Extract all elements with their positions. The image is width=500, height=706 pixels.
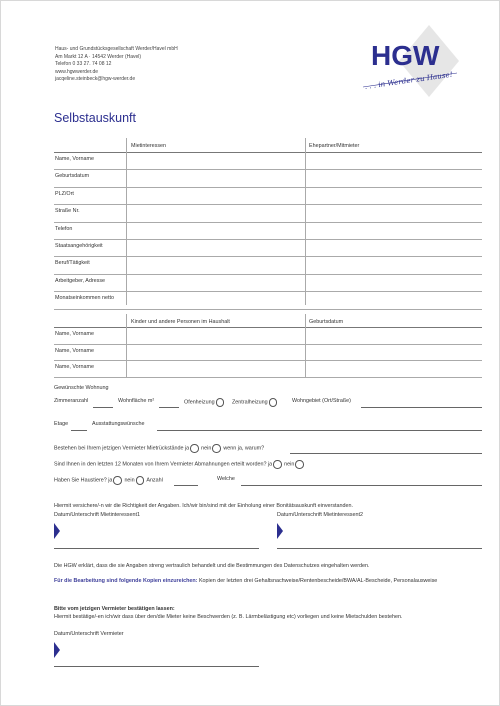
q2-nein-checkbox[interactable]	[295, 460, 304, 469]
row-label: Staatsangehörigkeit	[55, 243, 103, 249]
wuensche-field[interactable]	[157, 430, 482, 431]
ofen-checkbox[interactable]	[216, 398, 225, 407]
address-line: Telefon 0 33 27. 74 08 12	[55, 61, 112, 68]
col-header-mietinteressen: Mietinteressen	[131, 143, 167, 149]
q3-nein-checkbox[interactable]	[136, 476, 145, 485]
q1-warum-text: wenn ja, warum?	[223, 445, 265, 452]
landlord-heading: Bitte vom jetzigen Vermieter bestätigen lassen:	[54, 606, 175, 612]
signature-marker-icon	[277, 523, 283, 539]
row-divider	[54, 377, 482, 378]
etage-label: Etage	[54, 421, 69, 427]
privacy-text: Die HGW erklärt, dass die sie Angaben streng vertraulich behandelt und die Bestimmungen des Datenschutzes eingehalten werden.	[54, 563, 370, 569]
input-cell[interactable]	[306, 239, 482, 256]
flaeche-label: Wohnfläche m²	[118, 398, 155, 404]
col-header-geburtsdatum: Geburtsdatum	[309, 319, 344, 325]
question-rueckstaende	[54, 444, 264, 453]
gebiet-label: Wohngebiet (Ort/Straße)	[292, 398, 351, 404]
zimmer-label: Zimmeranzahl	[54, 398, 89, 404]
gebiet-field[interactable]	[361, 407, 482, 408]
address-line: jacqeline.steinbeck@hgw-werder.de	[55, 76, 136, 83]
q2-text: Sind Ihnen in den letzten 12 Monaten von Ihrem Vermieter Abmahnungen erteilt worden? ja	[54, 461, 273, 468]
signature-marker-icon	[54, 642, 60, 658]
input-cell[interactable]	[306, 169, 482, 186]
input-cell[interactable]	[127, 274, 304, 291]
q1-text: Bestehen bei Ihrem jetzigen Vermieter Mietrückstände ja	[54, 445, 190, 452]
input-cell[interactable]	[306, 344, 482, 361]
input-cell[interactable]	[127, 327, 304, 344]
address-line: Haus- und Grundstücksgesellschaft Werder/Havel mbH	[55, 46, 178, 52]
input-cell[interactable]	[127, 222, 304, 239]
input-cell[interactable]	[306, 327, 482, 344]
q3-text: Haben Sie Haustiere? ja	[54, 477, 113, 484]
company-address	[55, 46, 178, 84]
ofen-label	[184, 398, 225, 407]
input-cell[interactable]	[306, 274, 482, 291]
address-line: Am Markt 12 A · 14542 Werder (Havel)	[55, 53, 142, 60]
wuensche-label: Ausstattungswünsche	[92, 421, 145, 427]
zentral-checkbox[interactable]	[269, 398, 278, 407]
landlord-text: Hiermit bestätige/-en ich/wir dass über den/die Mieter keine Beschwerden (z. B. Lärmbelästigung etc) vorliegen und keine Mietschulden bestehen.	[54, 614, 403, 620]
copies-body: Kopien der letzten drei Gehaltsnachweise/Rentenbescheide/BWA/AL-Bescheide, Personalausweise	[197, 578, 438, 584]
q3-nein-text: nein	[124, 477, 135, 484]
q2-ja-checkbox[interactable]	[273, 460, 282, 469]
page-title: Selbstauskunft	[54, 111, 136, 125]
input-cell[interactable]	[306, 222, 482, 239]
input-cell[interactable]	[306, 152, 482, 169]
sig3-field[interactable]	[54, 666, 259, 667]
row-label: Geburtsdatum	[55, 173, 90, 180]
logo-text: HGW	[371, 40, 440, 71]
q2-nein-text: nein	[284, 461, 295, 468]
section-heading-wohnung: Gewünschte Wohnung	[54, 385, 109, 391]
signature-marker-icon	[54, 523, 60, 539]
input-cell[interactable]	[127, 256, 304, 273]
input-cell[interactable]	[127, 169, 304, 186]
row-label: Monatseinkommen netto	[55, 295, 115, 302]
q1-nein-text: nein	[201, 445, 212, 452]
input-cell[interactable]	[127, 360, 304, 377]
q3-ja-checkbox[interactable]	[113, 476, 122, 485]
welche-label: Welche	[217, 476, 235, 482]
zimmer-field[interactable]	[93, 407, 113, 408]
sig3-label: Datum/Unterschrift Vermieter	[54, 631, 124, 637]
row-label: Name, Vorname	[55, 331, 94, 337]
sig1-field[interactable]	[54, 548, 259, 549]
address-line: www.hgwwerder.de	[55, 68, 99, 75]
q1-nein-checkbox[interactable]	[212, 444, 221, 453]
row-label: Name, Vorname	[55, 347, 94, 354]
row-label: Telefon	[55, 225, 73, 232]
row-label: PLZ/Ort	[55, 190, 74, 197]
flaeche-field[interactable]	[159, 407, 179, 408]
row-label: Beruf/Tätigkeit	[55, 260, 90, 267]
anzahl-field[interactable]	[174, 485, 198, 486]
input-cell[interactable]	[127, 204, 304, 221]
row-label: Straße Nr.	[55, 208, 80, 215]
logo-slogan: . . . in Werder zu Hause!	[364, 69, 454, 91]
warum-field[interactable]	[290, 453, 482, 454]
input-cell[interactable]	[306, 187, 482, 204]
row-label: Arbeitgeber, Adresse	[55, 277, 106, 284]
input-cell[interactable]	[127, 187, 304, 204]
q3-anzahl-text: Anzahl	[146, 477, 163, 484]
etage-field[interactable]	[71, 430, 87, 431]
hgw-logo	[359, 25, 459, 97]
row-label: Name, Vorname	[55, 364, 94, 371]
input-cell[interactable]	[127, 291, 304, 308]
col-header-kinder: Kinder und andere Personen im Haushalt	[131, 319, 230, 325]
welche-field[interactable]	[241, 485, 482, 486]
input-cell[interactable]	[127, 344, 304, 361]
question-haustiere	[54, 476, 163, 485]
input-cell[interactable]	[306, 360, 482, 377]
input-cell[interactable]	[306, 291, 482, 308]
question-abmahnungen	[54, 460, 305, 469]
row-divider	[54, 309, 482, 310]
col-header-ehepartner: Ehepartner/Mitmieter	[309, 143, 360, 149]
sig2-field[interactable]	[277, 548, 482, 549]
input-cell[interactable]	[127, 239, 304, 256]
input-cell[interactable]	[306, 204, 482, 221]
q1-ja-checkbox[interactable]	[190, 444, 199, 453]
input-cell[interactable]	[306, 256, 482, 273]
copies-text	[54, 578, 437, 584]
confirmation-text: Hiermit versichere/-n wir die Richtigkeit der Angaben. Ich/wir bin/sind mit der Einholung einer Bonitätsauskunft einverstanden.	[54, 503, 354, 509]
sig2-label: Datum/Unterschrift Mietinteressent2	[277, 512, 363, 518]
row-label: Name, Vorname	[55, 156, 94, 162]
sig1-label: Datum/Unterschrift Mietinteressent1	[54, 512, 140, 518]
zentral-label	[232, 398, 278, 407]
ofen-text: Ofenheizung	[184, 399, 215, 406]
input-cell[interactable]	[127, 152, 304, 169]
zentral-text: Zentralheizung	[232, 399, 268, 406]
copies-heading: Für die Bearbeitung sind folgende Kopien einzureichen:	[54, 578, 198, 584]
